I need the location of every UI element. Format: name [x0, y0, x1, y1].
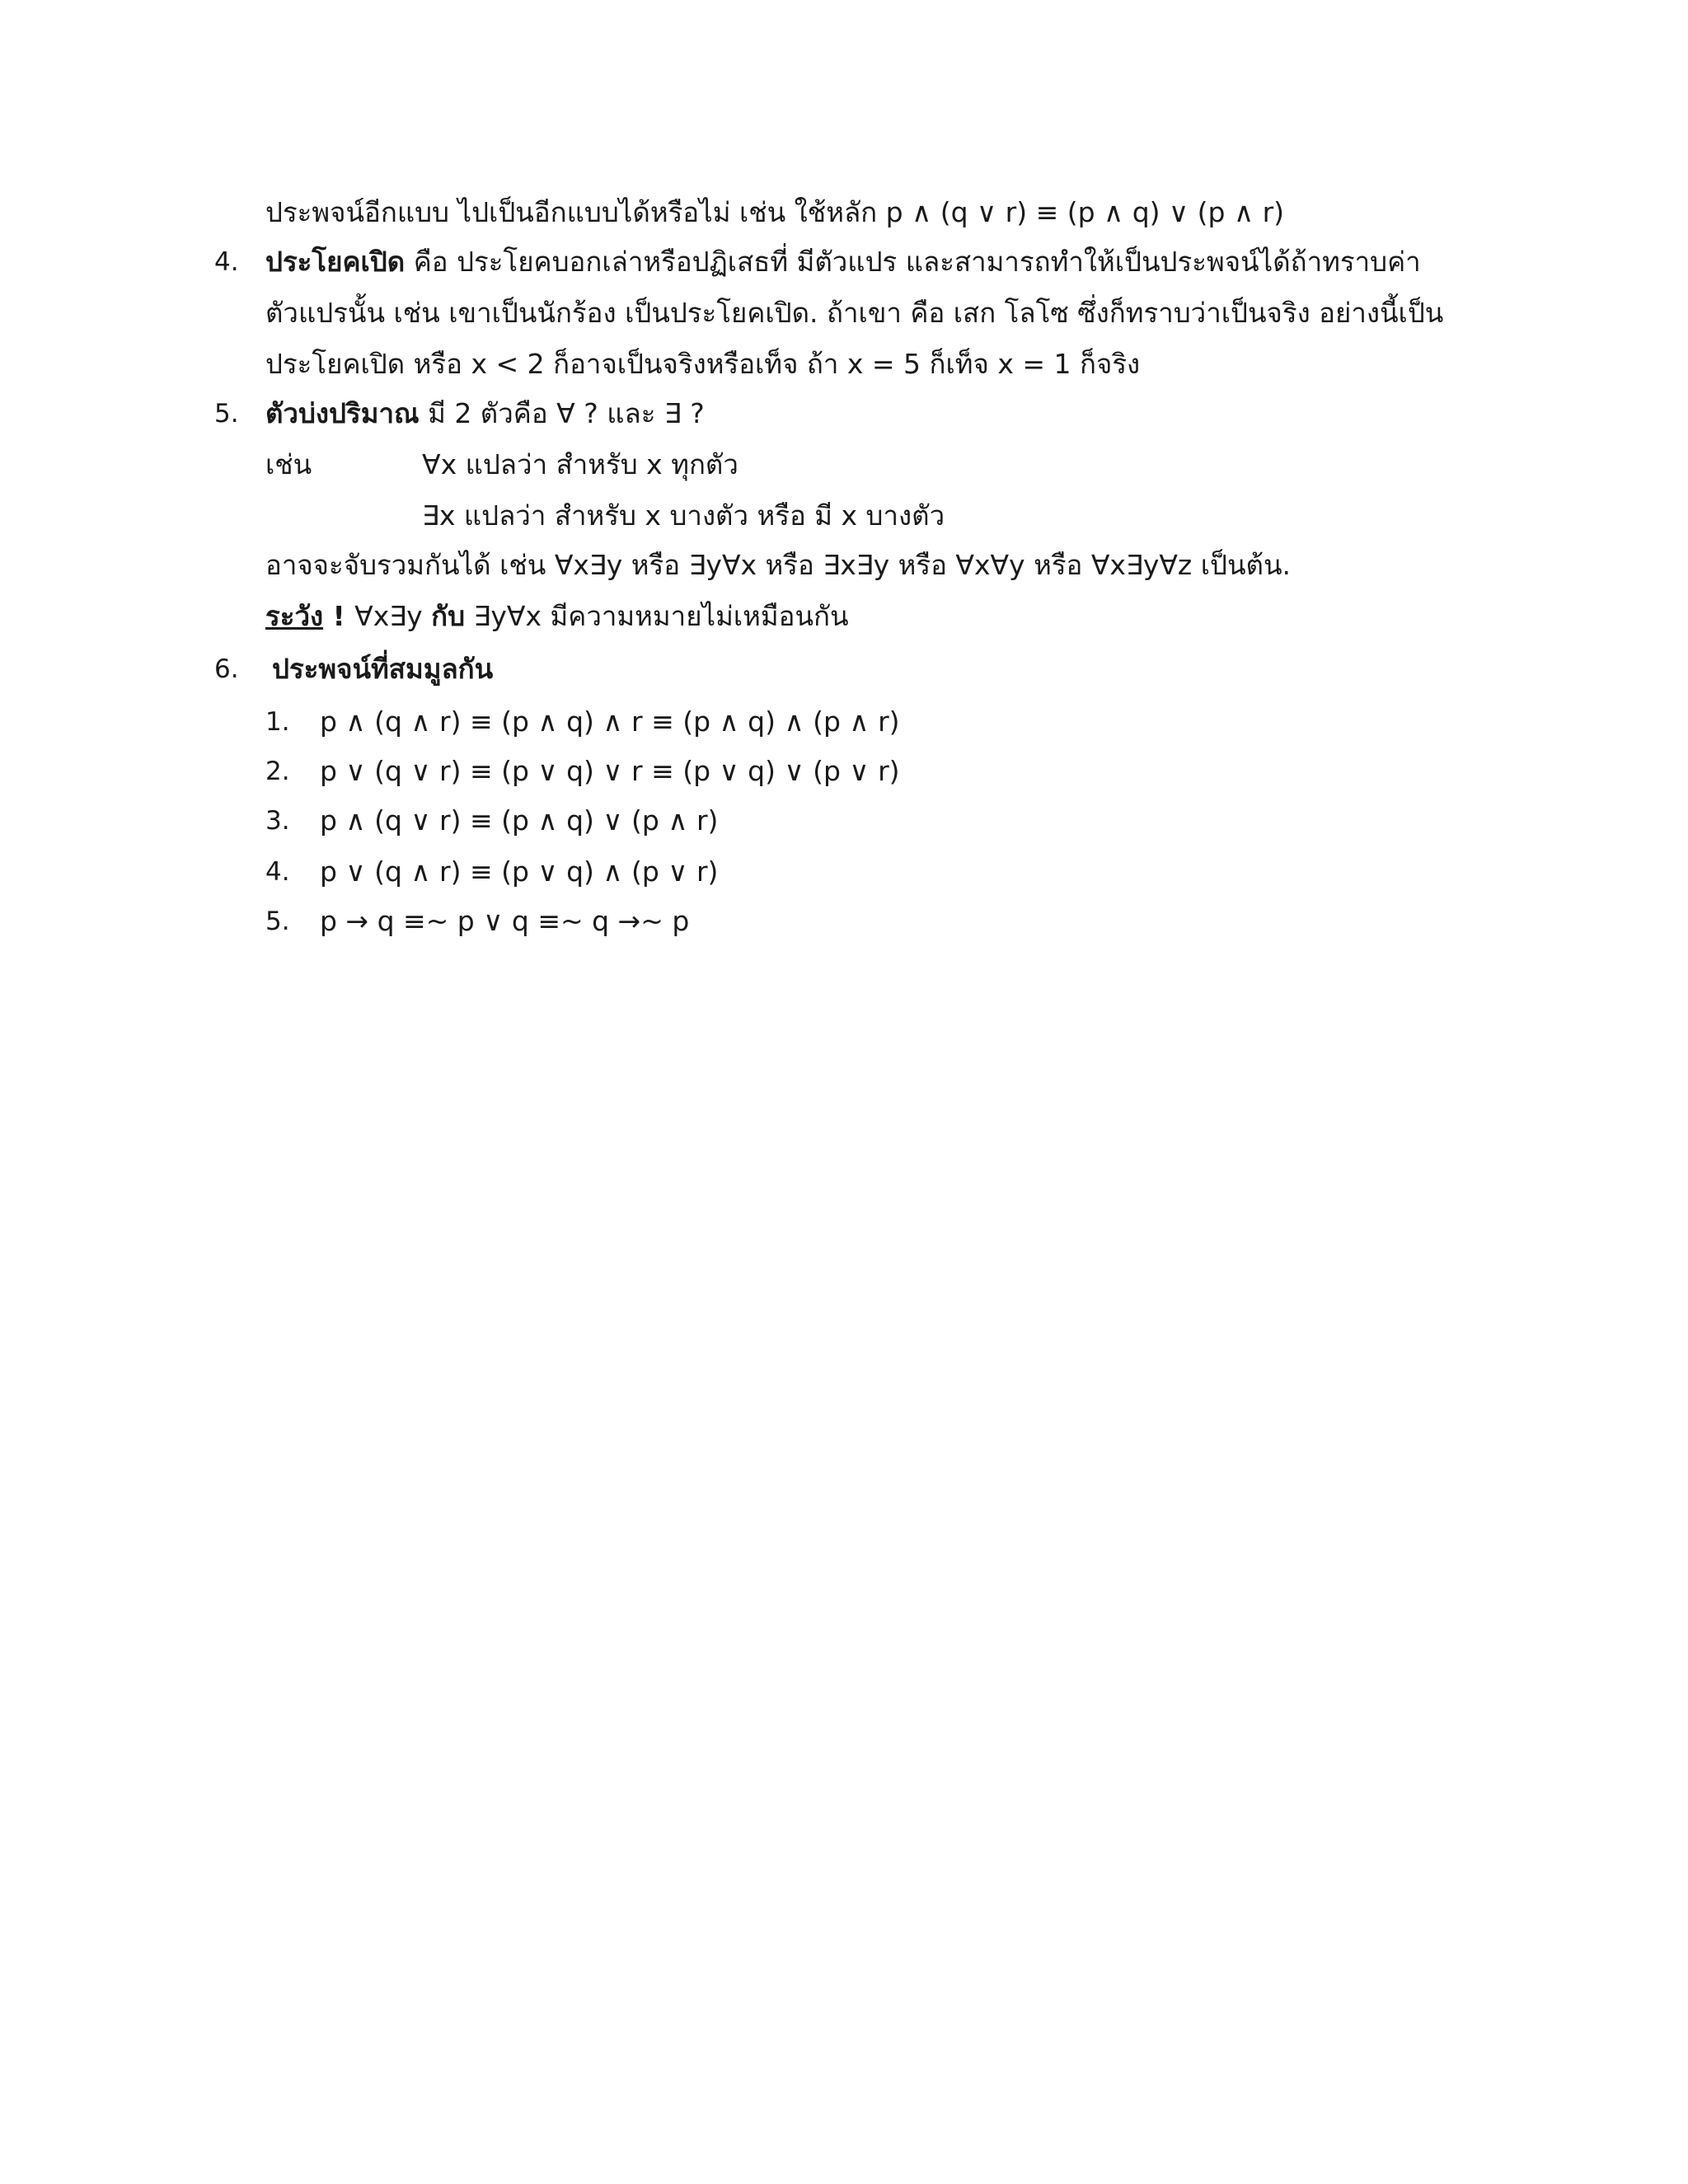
warning-mark: ! — [323, 600, 355, 632]
item3-continuation: ประพจน์อีกแบบ ไปเป็นอีกแบบได้หรือไม่ เช่น ใช้หลัก p ∧ (q ∨ r) ≡ (p ∧ q) ∨ (p ∧ r) — [265, 196, 1285, 228]
law-text: p ∨ (q ∧ r) ≡ (p ∨ q) ∧ (p ∨ r) — [320, 855, 719, 888]
item6-number: 6. — [214, 654, 239, 684]
item5-line1-rest: มี 2 ตัวคือ ∀ ? และ ∃ ? — [419, 397, 705, 429]
item4-line2: ตัวแปรนั้น เช่น เขาเป็นนักร้อง เป็นประโยคเปิด. ถ้าเขา คือ เสก โลโซ ซึ่งก็ทราบว่าเป็นจริง อย่างนี้เป็น — [265, 297, 1444, 329]
law-number: 1. — [265, 707, 290, 737]
item5-line1 — [265, 397, 705, 430]
law-text: p ∧ (q ∧ r) ≡ (p ∧ q) ∧ r ≡ (p ∧ q) ∧ (p ∧ r) — [320, 705, 900, 738]
warning-label: ระวัง — [265, 600, 324, 632]
item6-title: ประพจน์ที่สมมูลกัน — [272, 653, 494, 685]
item5-term: ตัวบ่งปริมาณ — [265, 397, 420, 429]
law-text: p ∨ (q ∨ r) ≡ (p ∨ q) ∨ r ≡ (p ∨ q) ∨ (p ∨ r) — [320, 755, 900, 787]
item5-number: 5. — [214, 399, 239, 429]
item4-line1-rest: คือ ประโยคบอกเล่าหรือปฏิเสธที่ มีตัวแปร และสามารถทำให้เป็นประพจน์ได้ถ้าทราบค่า — [405, 246, 1421, 278]
law-number: 2. — [265, 757, 290, 786]
item5-example-exists: ∃x แปลว่า สำหรับ x บางตัว หรือ มี x บางตัว — [422, 499, 945, 532]
law-number: 5. — [265, 907, 290, 936]
item4-number: 4. — [214, 247, 239, 277]
law-number: 4. — [265, 857, 290, 887]
item4-line1 — [265, 246, 1421, 279]
law-text: p ∧ (q ∨ r) ≡ (p ∧ q) ∨ (p ∧ r) — [320, 804, 719, 837]
law-text: p → q ≡~ p ∨ q ≡~ q →~ p — [320, 905, 690, 937]
item5-example-label: เช่น — [265, 448, 312, 480]
item4-term: ประโยคเปิด — [265, 246, 406, 278]
item5-combine: อาจจะจับรวมกันได้ เช่น ∀x∃y หรือ ∃y∀x หรือ ∃x∃y หรือ ∀x∀y หรือ ∀x∃y∀z เป็นต้น. — [265, 549, 1291, 581]
law-number: 3. — [265, 806, 290, 836]
item5-example-forall: ∀x แปลว่า สำหรับ x ทุกตัว — [422, 448, 738, 480]
item4-line3: ประโยคเปิด หรือ x < 2 ก็อาจเป็นจริงหรือเท็จ ถ้า x = 5 ก็เท็จ x = 1 ก็จริง — [265, 348, 1141, 380]
item5-warning — [265, 600, 849, 633]
warning-a: ∀x∃y — [354, 600, 432, 632]
warning-kap: กับ — [431, 600, 466, 632]
warning-rest: ∃y∀x มีความหมายไม่เหมือนกัน — [465, 600, 849, 632]
